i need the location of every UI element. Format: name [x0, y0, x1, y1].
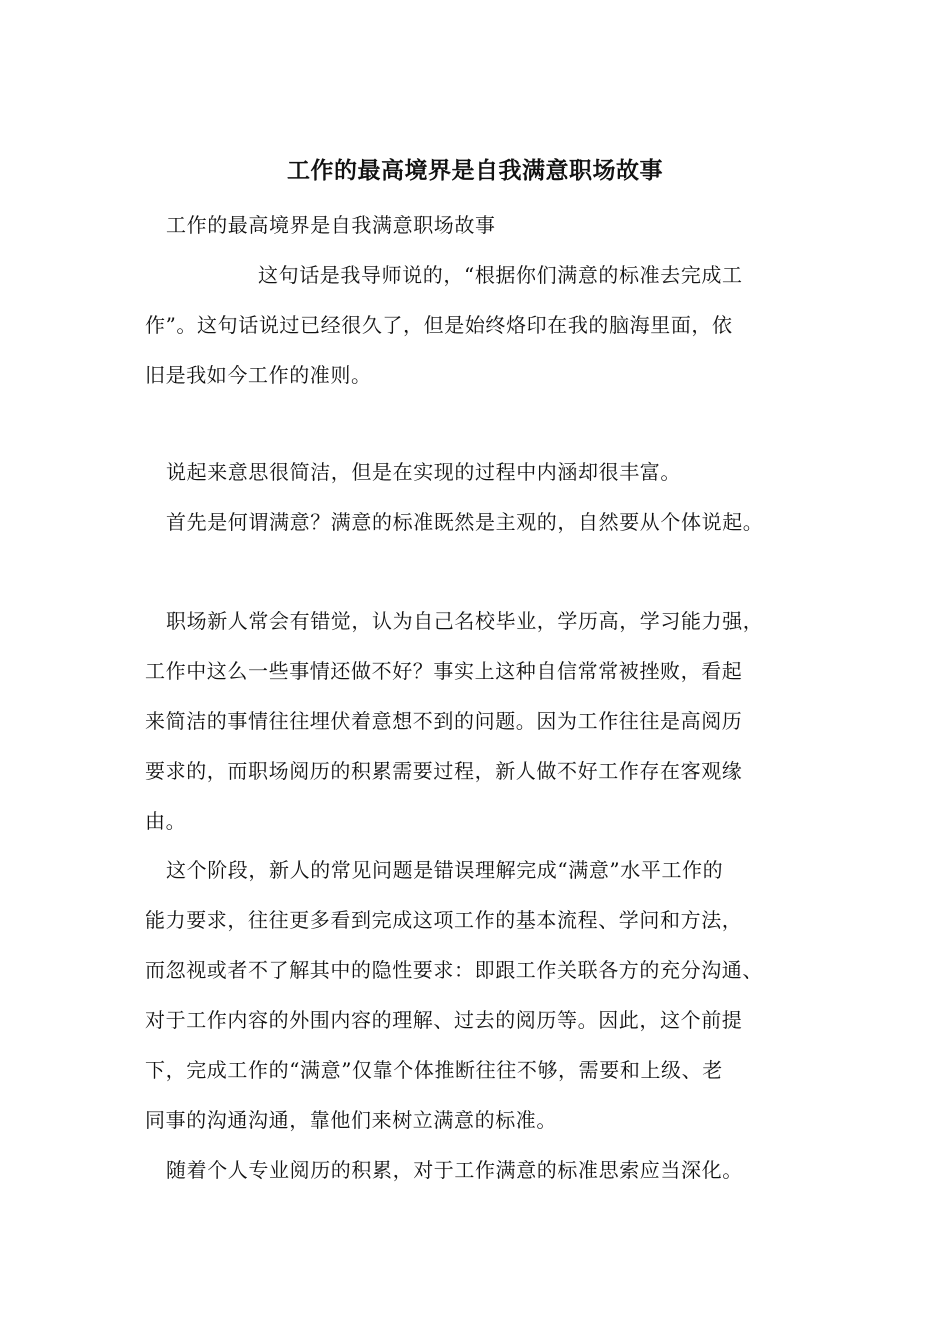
paragraph-4-line-4: 要求的，而职场阅历的积累需要过程，新人做不好工作存在客观缘 — [145, 759, 743, 783]
paragraph-2-line-1: 说起来意思很简洁，但是在实现的过程中内涵却很丰富。 — [166, 460, 681, 484]
document-title: 工作的最高境界是自我满意职场故事 — [287, 157, 663, 184]
paragraph-4-line-3: 来简洁的事情往往埋伏着意想不到的问题。因为工作往往是高阅历 — [145, 709, 743, 733]
paragraph-1-line-2: 作”。这句话说过已经很久了，但是始终烙印在我的脑海里面，依 — [145, 313, 733, 337]
paragraph-1-line-1: 这句话是我导师说的，“根据你们满意的标准去完成工 — [258, 263, 743, 287]
paragraph-5-line-4: 对于工作内容的外围内容的理解、过去的阅历等。因此，这个前提 — [145, 1008, 743, 1032]
paragraph-5-line-5: 下，完成工作的“满意”仅靠个体推断往往不够，需要和上级、老 — [145, 1058, 723, 1082]
paragraph-4-line-2: 工作中这么一些事情还做不好？事实上这种自信常常被挫败，看起 — [145, 659, 743, 683]
paragraph-3-line-1: 首先是何谓满意？满意的标准既然是主观的，自然要从个体说起。 — [166, 510, 764, 534]
paragraph-5-line-2: 能力要求，往往更多看到完成这项工作的基本流程、学问和方法， — [145, 908, 743, 932]
paragraph-4-line-5: 由。 — [145, 809, 187, 833]
paragraph-6-line-1: 随着个人专业阅历的积累，对于工作满意的标准思索应当深化。 — [166, 1158, 743, 1182]
paragraph-5-line-6: 同事的沟通沟通，靠他们来树立满意的标准。 — [145, 1108, 557, 1132]
paragraph-5-line-3: 而忽视或者不了解其中的隐性要求：即跟工作关联各方的充分沟通、 — [145, 958, 763, 982]
paragraph-1-line-3: 旧是我如今工作的准则。 — [145, 363, 372, 387]
paragraph-5-line-1: 这个阶段，新人的常见问题是错误理解完成“满意”水平工作的 — [166, 858, 724, 882]
paragraph-4-line-1: 职场新人常会有错觉，认为自己名校毕业，学历高，学习能力强， — [166, 609, 764, 633]
subtitle-line: 工作的最高境界是自我满意职场故事 — [166, 213, 496, 237]
